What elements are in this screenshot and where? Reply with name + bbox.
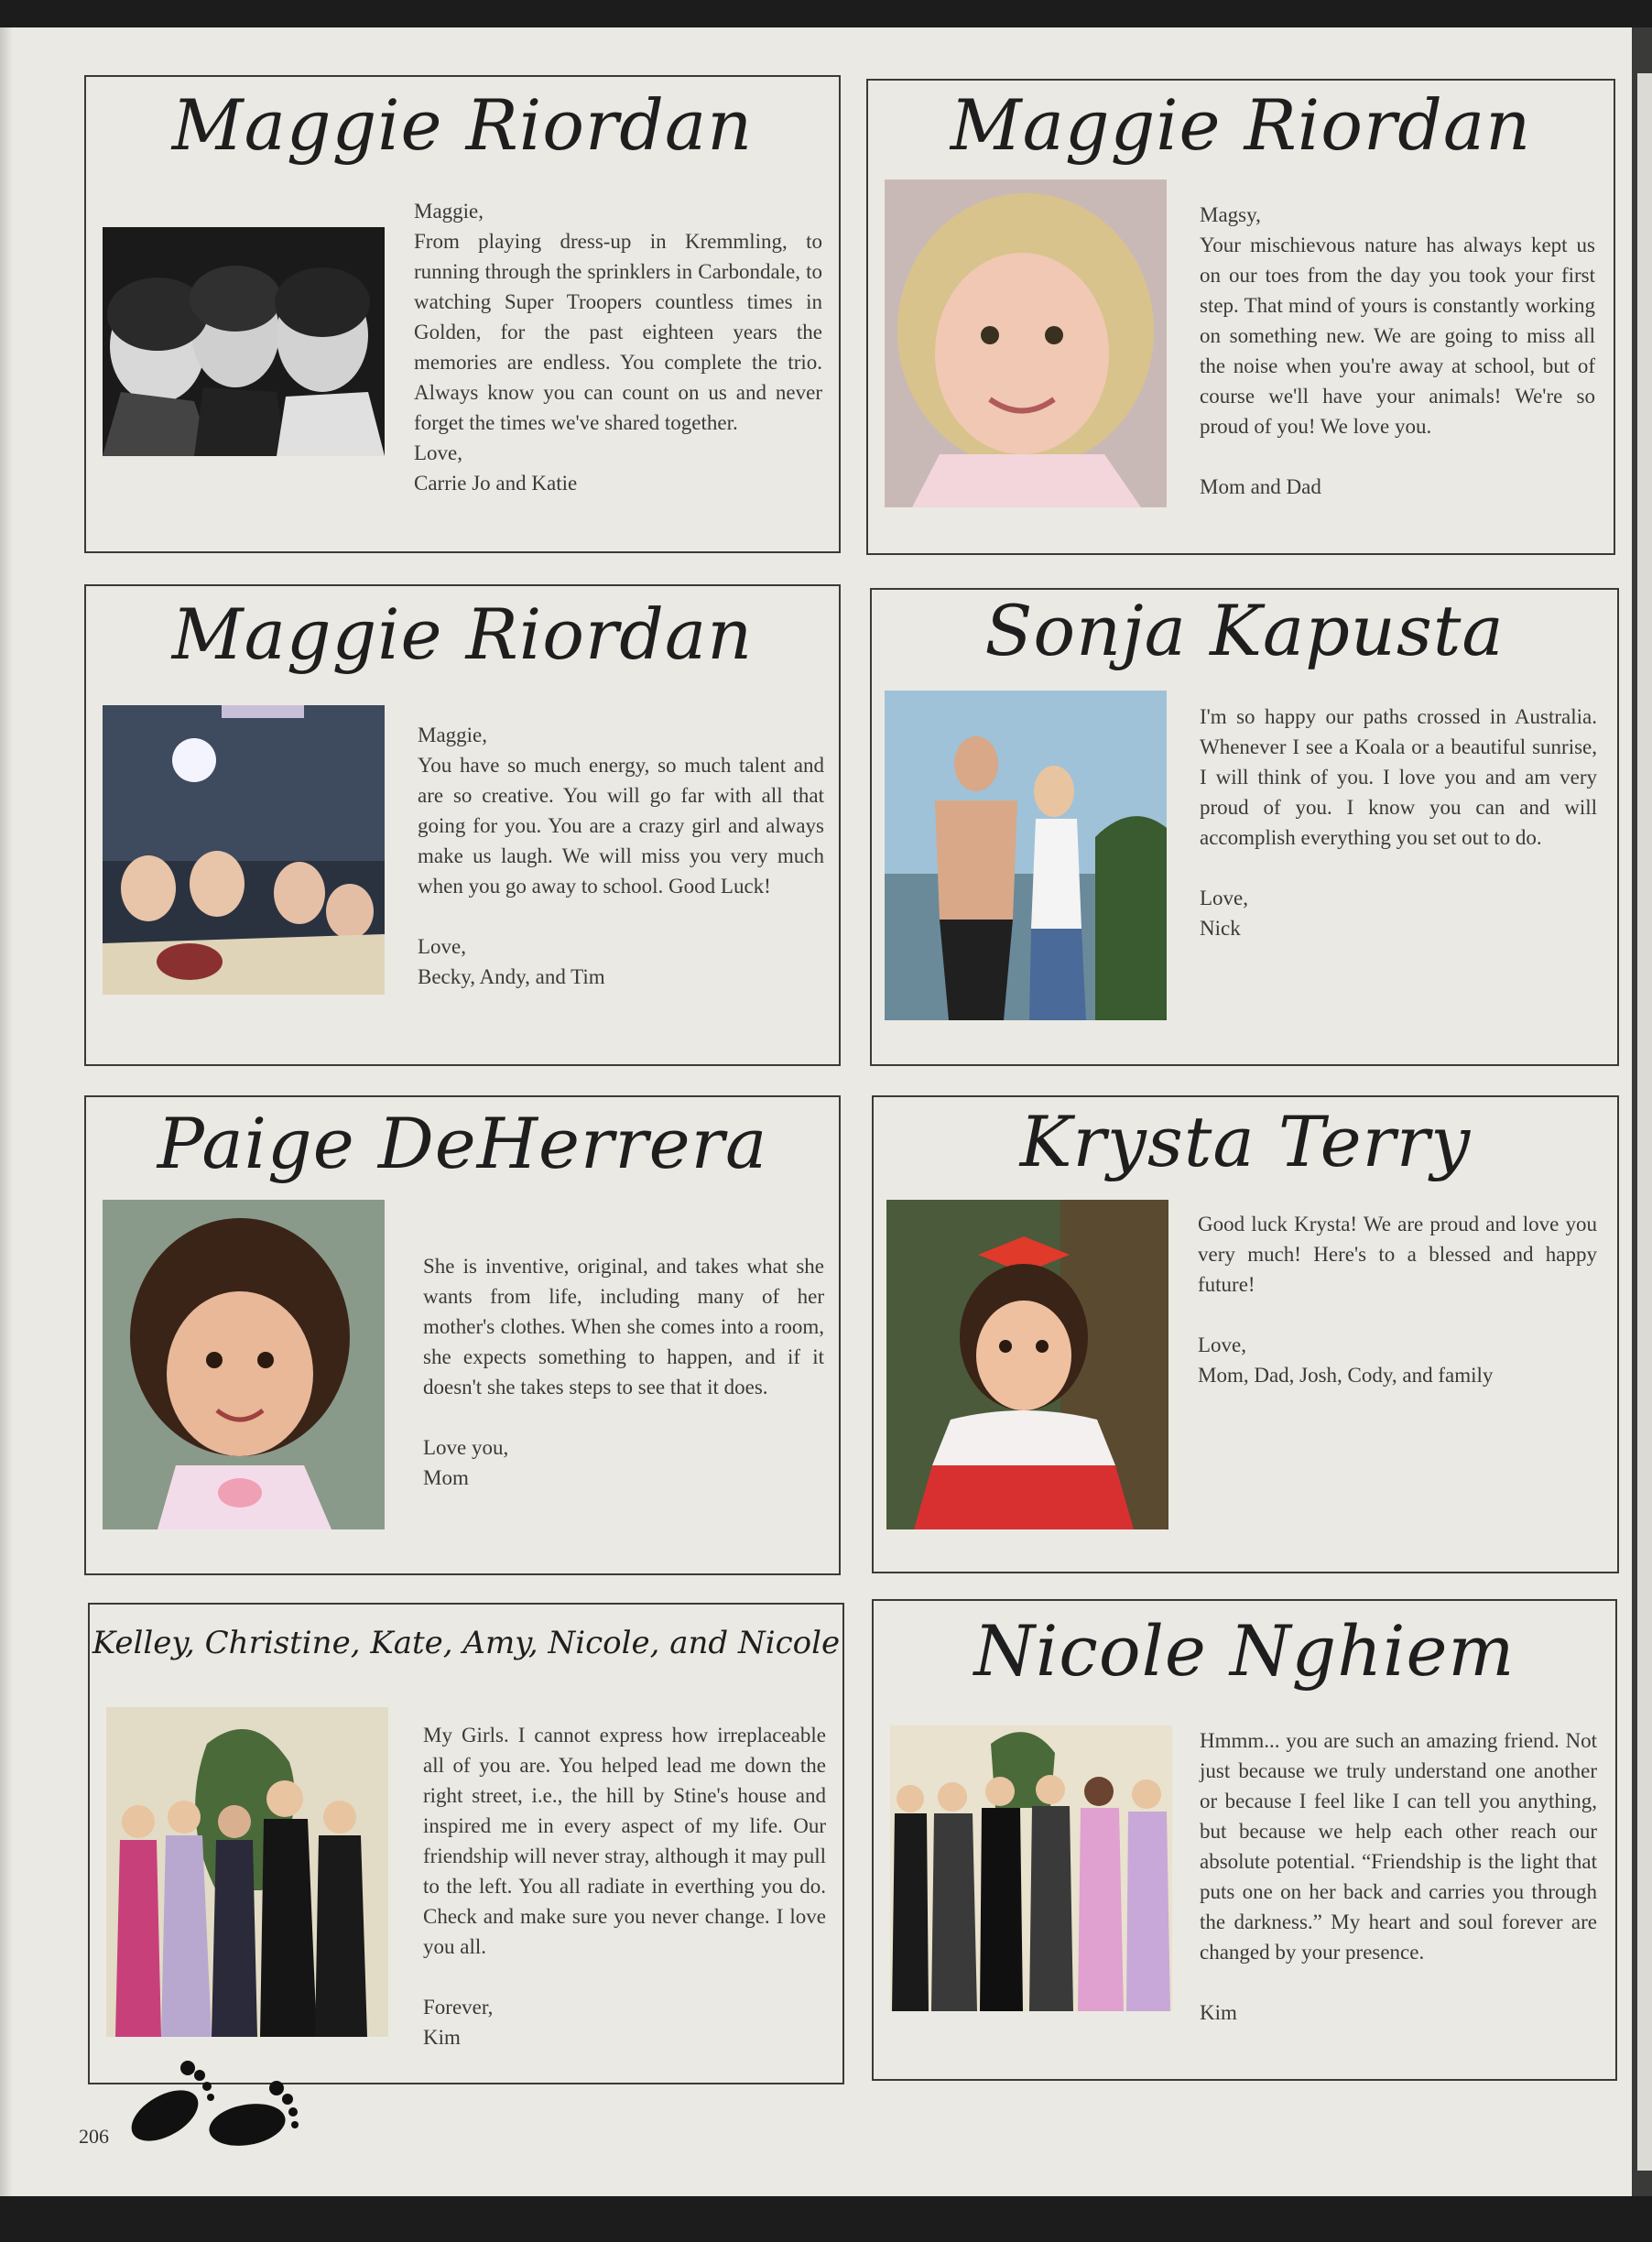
message-greeting: Magsy, <box>1200 203 1261 226</box>
footprints-icon <box>119 2042 302 2157</box>
top-dark-border <box>0 0 1652 27</box>
message-closing: Love, <box>418 935 467 958</box>
tribute-message <box>1200 1725 1597 2028</box>
tribute-name: Nicole Nghiem <box>973 1610 1516 1692</box>
tribute-name: Maggie Riordan <box>171 593 754 675</box>
tribute-box <box>84 75 841 553</box>
tribute-box <box>872 1599 1617 2081</box>
tribute-name: Sonja Kapusta <box>984 590 1505 671</box>
message-signature: Kim <box>1200 2001 1237 2024</box>
tribute-photo-three-girls <box>103 227 385 456</box>
message-body: I'm so happy our paths crossed in Australia. Whenever I see a Koala or a beautiful sunrise, I will think of you. I love you and am very proud of you. I know you can and will accomplish everything you set out to do. <box>1200 705 1597 849</box>
message-greeting: Maggie, <box>418 724 488 746</box>
tribute-box <box>88 1603 844 2084</box>
tribute-name: Krysta Terry <box>1019 1101 1472 1182</box>
tribute-box <box>84 584 841 1066</box>
message-body: Hmmm... you are such an amazing friend. Not just because we truly understand one another or because I feel like I can tell you anything, but because we help each other reach our absolute potential. “Friendship is the light that puts one on her back and carries you through the darkness.” My heart and soul forever are changed by your presence. <box>1200 1729 1597 1964</box>
message-body: You have so much energy, so much talent and are so creative. You will go far with all that going for you. You are a crazy girl and always make us laugh. We will miss you very much when you go away to school. Good Luck! <box>418 754 824 898</box>
tribute-photo-girl-with-bow <box>886 1200 1168 1529</box>
message-body: My Girls. I cannot express how irreplaceable all of you are. You helped lead me down the right street, i.e., the hill by Stine's house and inspired me in every aspect of my life. Our friendship will never stray, although it may pull to the left. You all radiate in everthing you do. Check and make sure you never change. I love you all. <box>423 1724 826 1958</box>
tribute-message <box>414 196 822 498</box>
message-signature: Mom and Dad <box>1200 475 1321 498</box>
tribute-photo-birthday <box>103 705 385 995</box>
tribute-name: Paige DeHerrera <box>157 1103 768 1184</box>
tribute-message <box>423 1251 824 1493</box>
tribute-name: Maggie Riordan <box>171 84 754 166</box>
page-gutter-shadow <box>0 27 13 2196</box>
message-body: Good luck Krysta! We are proud and love you very much! Here's to a blessed and happy future! <box>1198 1213 1597 1296</box>
tribute-message <box>418 720 824 992</box>
message-signature: Kim <box>423 2026 461 2049</box>
page-number: 206 <box>79 2125 109 2148</box>
tribute-box <box>866 79 1615 555</box>
tribute-box <box>870 588 1619 1066</box>
tribute-message <box>1198 1209 1597 1390</box>
tribute-name: Kelley, Christine, Kate, Amy, Nicole, and Nicole <box>92 1625 841 1661</box>
message-body: Your mischievous nature has always kept us on our toes from the day you took your first step. That mind of yours is constantly working on something new. We are going to miss all the noise when you're away at school, but of course we'll have your animals! We're so proud of you! We love you. <box>1200 234 1595 438</box>
tribute-photo-toddler <box>885 180 1167 507</box>
message-body: She is inventive, original, and takes what she wants from life, including many of her mother's clothes. When she comes into a room, she expects something to happen, and if it doesn't she takes steps to see that it does. <box>423 1255 824 1399</box>
message-signature: Becky, Andy, and Tim <box>418 965 605 988</box>
tribute-photo-six-girls <box>106 1707 388 2037</box>
message-signature: Mom, Dad, Josh, Cody, and family <box>1198 1364 1494 1387</box>
message-signature: Carrie Jo and Katie <box>414 472 578 495</box>
message-body: From playing dress-up in Kremmling, to running through the sprinklers in Carbondale, to watching Super Troopers countless times in Golden, for the past eighteen years the memories are endless. You complete the trio. Always know you can count on us and never forget the times we've shared together. <box>414 230 822 434</box>
tribute-box <box>872 1095 1619 1573</box>
next-page-edge <box>1632 27 1652 2196</box>
tribute-box <box>84 1095 841 1575</box>
tribute-photo-baby <box>103 1200 385 1529</box>
bottom-dark-border <box>0 2196 1652 2242</box>
message-closing: Love, <box>1200 887 1249 909</box>
message-greeting: Maggie, <box>414 200 484 223</box>
tribute-message <box>423 1720 826 2052</box>
message-closing: Love, <box>1198 1333 1247 1356</box>
tribute-name: Maggie Riordan <box>950 84 1532 166</box>
message-signature: Nick <box>1200 917 1241 940</box>
message-closing: Love, <box>414 441 463 464</box>
message-closing: Forever, <box>423 1996 494 2019</box>
tribute-message <box>1200 200 1595 502</box>
message-signature: Mom <box>423 1466 469 1489</box>
tribute-photo-six-girls <box>890 1725 1172 2011</box>
message-closing: Love you, <box>423 1436 509 1459</box>
tribute-photo-beach-couple <box>885 691 1167 1020</box>
tribute-message <box>1200 702 1597 943</box>
